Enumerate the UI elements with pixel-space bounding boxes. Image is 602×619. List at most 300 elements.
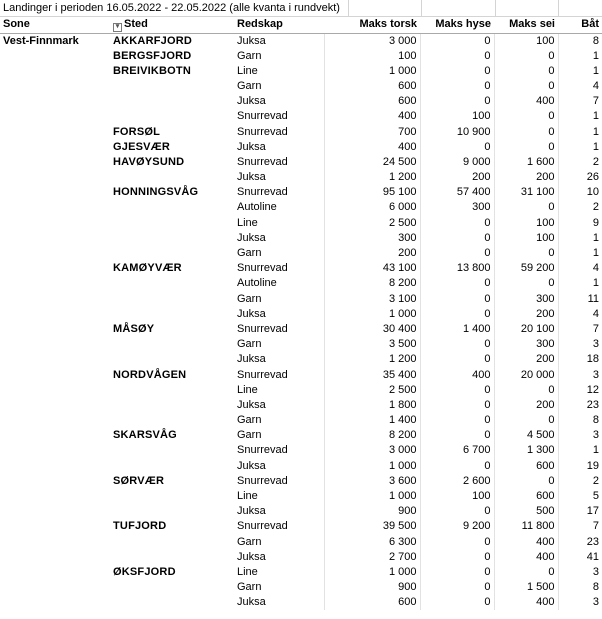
cell-maks-hyse[interactable]: 0 xyxy=(420,49,494,64)
cell-bat[interactable]: 2 xyxy=(592,474,599,487)
cell-redskap[interactable]: Juksa xyxy=(234,170,324,185)
table-row xyxy=(0,49,602,64)
cell-redskap[interactable]: Garn xyxy=(234,428,324,443)
table-row xyxy=(0,489,602,504)
cell-maks-torsk[interactable]: 900 xyxy=(324,580,420,595)
cell-maks-hyse[interactable]: 100 xyxy=(420,109,494,124)
cell-maks-torsk[interactable]: 2 500 xyxy=(324,216,420,231)
cell-maks-torsk[interactable]: 700 xyxy=(324,124,420,139)
cell-maks-torsk[interactable]: 1 000 xyxy=(324,307,420,322)
cell-sone[interactable] xyxy=(0,367,110,382)
cell-bat[interactable]: 8 xyxy=(592,414,599,427)
cell-maks-sei[interactable]: 0 xyxy=(494,109,558,124)
cell-maks-sei[interactable]: 0 xyxy=(494,64,558,79)
cell-maks-torsk[interactable]: 3 600 xyxy=(324,474,420,489)
cell-bat[interactable]: 1 xyxy=(592,277,599,290)
cell-sone[interactable] xyxy=(0,307,110,322)
cell-sted[interactable]: ØKSFJORD xyxy=(113,565,176,578)
cell-sted[interactable] xyxy=(110,398,234,413)
cell-sted[interactable] xyxy=(110,246,234,261)
cell-maks-hyse[interactable]: 0 xyxy=(420,276,494,291)
cell-maks-sei[interactable]: 0 xyxy=(494,276,558,291)
cell-redskap[interactable]: Snurrevad xyxy=(234,367,324,382)
cell-bat[interactable]: 12 xyxy=(586,383,599,396)
cell-maks-hyse[interactable]: 0 xyxy=(420,33,494,49)
cell-sted[interactable] xyxy=(110,595,234,610)
cell-sted[interactable] xyxy=(110,94,234,109)
cell-bat[interactable]: 9 xyxy=(592,216,599,229)
cell-maks-hyse[interactable]: 0 xyxy=(420,79,494,94)
cell-maks-hyse[interactable]: 0 xyxy=(420,398,494,413)
cell-bat[interactable]: 8 xyxy=(592,581,599,594)
cell-maks-sei[interactable]: 600 xyxy=(494,459,558,474)
cell-sone[interactable] xyxy=(0,535,110,550)
col-header-bat[interactable]: Båt xyxy=(558,17,602,33)
cell-redskap[interactable]: Line xyxy=(234,489,324,504)
cell-maks-sei[interactable]: 1 500 xyxy=(494,580,558,595)
cell-redskap[interactable]: Juksa xyxy=(234,595,324,610)
cell-maks-sei[interactable]: 20 000 xyxy=(494,367,558,382)
cell-redskap[interactable]: Snurrevad xyxy=(234,185,324,200)
cell-maks-torsk[interactable]: 2 500 xyxy=(324,383,420,398)
cell-maks-torsk[interactable]: 1 200 xyxy=(324,170,420,185)
cell-bat[interactable]: 11 xyxy=(587,292,599,305)
cell-redskap[interactable]: Juksa xyxy=(234,140,324,155)
cell-sted[interactable] xyxy=(110,216,234,231)
cell-sted[interactable] xyxy=(110,504,234,519)
cell-sted[interactable] xyxy=(110,489,234,504)
cell-redskap[interactable]: Juksa xyxy=(234,94,324,109)
cell-maks-sei[interactable]: 0 xyxy=(494,49,558,64)
cell-maks-sei[interactable]: 100 xyxy=(494,231,558,246)
cell-sone[interactable]: Vest-Finnmark xyxy=(3,34,79,47)
filter-icon[interactable]: ▾ xyxy=(113,23,122,32)
cell-sone[interactable] xyxy=(0,383,110,398)
cell-maks-sei[interactable]: 100 xyxy=(494,216,558,231)
cell-maks-hyse[interactable]: 9 000 xyxy=(420,155,494,170)
cell-maks-hyse[interactable]: 0 xyxy=(420,246,494,261)
cell-redskap[interactable]: Garn xyxy=(234,535,324,550)
cell-maks-torsk[interactable]: 43 100 xyxy=(324,261,420,276)
cell-sone[interactable] xyxy=(0,352,110,367)
cell-sone[interactable] xyxy=(0,413,110,428)
cell-maks-sei[interactable]: 200 xyxy=(494,307,558,322)
table-row xyxy=(0,595,602,610)
divider xyxy=(348,0,349,17)
cell-sone[interactable] xyxy=(0,124,110,139)
cell-redskap[interactable]: Autoline xyxy=(234,276,324,291)
cell-sted[interactable]: HAVØYSUND xyxy=(113,155,185,168)
cell-sted[interactable] xyxy=(110,550,234,565)
cell-redskap[interactable]: Snurrevad xyxy=(234,124,324,139)
cell-redskap[interactable]: Garn xyxy=(234,49,324,64)
cell-maks-torsk[interactable]: 1 000 xyxy=(324,64,420,79)
cell-sted[interactable] xyxy=(110,383,234,398)
cell-redskap[interactable]: Line xyxy=(234,565,324,580)
cell-bat[interactable]: 3 xyxy=(592,565,599,578)
cell-sted[interactable]: NORDVÅGEN xyxy=(113,368,187,381)
cell-bat[interactable]: 7 xyxy=(592,520,599,533)
cell-maks-hyse[interactable]: 300 xyxy=(420,200,494,215)
cell-maks-sei[interactable]: 300 xyxy=(494,337,558,352)
table-row xyxy=(0,109,602,124)
table-row xyxy=(0,200,602,215)
cell-sted[interactable]: BREIVIKBOTN xyxy=(113,64,191,77)
table-row xyxy=(0,170,602,185)
cell-sted[interactable]: FORSØL xyxy=(113,125,161,138)
cell-sone[interactable] xyxy=(0,504,110,519)
cell-maks-sei[interactable]: 200 xyxy=(494,170,558,185)
cell-bat[interactable]: 17 xyxy=(586,505,599,518)
cell-sted[interactable] xyxy=(110,292,234,307)
cell-bat[interactable]: 18 xyxy=(586,353,599,366)
cell-bat[interactable]: 23 xyxy=(586,535,599,548)
cell-sted[interactable]: KAMØYVÆR xyxy=(113,262,182,275)
cell-maks-hyse[interactable]: 400 xyxy=(420,367,494,382)
col-header-redskap[interactable]: Redskap xyxy=(234,17,324,33)
cell-bat[interactable]: 1 xyxy=(592,49,599,62)
cell-sone[interactable] xyxy=(0,140,110,155)
cell-bat[interactable]: 1 xyxy=(592,110,599,123)
cell-redskap[interactable]: Snurrevad xyxy=(234,519,324,534)
cell-sted[interactable]: SØRVÆR xyxy=(113,474,165,487)
table-row xyxy=(0,580,602,595)
cell-maks-sei[interactable]: 0 xyxy=(494,124,558,139)
cell-maks-torsk[interactable]: 100 xyxy=(324,49,420,64)
cell-maks-torsk[interactable]: 600 xyxy=(324,79,420,94)
cell-sone[interactable] xyxy=(0,79,110,94)
cell-maks-sei[interactable]: 0 xyxy=(494,413,558,428)
cell-redskap[interactable]: Garn xyxy=(234,337,324,352)
cell-maks-torsk[interactable]: 900 xyxy=(324,504,420,519)
cell-maks-torsk[interactable]: 600 xyxy=(324,595,420,610)
cell-maks-torsk[interactable]: 1 000 xyxy=(324,459,420,474)
cell-sone[interactable] xyxy=(0,155,110,170)
cell-maks-torsk[interactable]: 24 500 xyxy=(324,155,420,170)
cell-maks-hyse[interactable]: 0 xyxy=(420,307,494,322)
cell-maks-hyse[interactable]: 0 xyxy=(420,140,494,155)
cell-maks-hyse[interactable]: 0 xyxy=(420,292,494,307)
cell-sted[interactable] xyxy=(110,276,234,291)
cell-bat[interactable]: 2 xyxy=(592,155,599,168)
cell-maks-hyse[interactable]: 0 xyxy=(420,580,494,595)
col-header-maks-torsk[interactable]: Maks torsk xyxy=(324,17,420,33)
cell-redskap[interactable]: Snurrevad xyxy=(234,261,324,276)
col-header-sted-label: Sted xyxy=(124,18,148,31)
cell-redskap[interactable]: Line xyxy=(234,383,324,398)
cell-redskap[interactable]: Line xyxy=(234,216,324,231)
cell-redskap[interactable]: Juksa xyxy=(234,504,324,519)
cell-redskap[interactable]: Juksa xyxy=(234,231,324,246)
col-header-sted[interactable] xyxy=(110,17,234,33)
cell-maks-hyse[interactable]: 0 xyxy=(420,428,494,443)
cell-sone[interactable] xyxy=(0,231,110,246)
cell-sted[interactable]: TUFJORD xyxy=(113,520,167,533)
cell-redskap[interactable]: Garn xyxy=(234,79,324,94)
cell-maks-sei[interactable]: 59 200 xyxy=(494,261,558,276)
col-header-maks-sei[interactable]: Maks sei xyxy=(494,17,558,33)
cell-sone[interactable] xyxy=(0,565,110,580)
cell-sone[interactable] xyxy=(0,109,110,124)
cell-maks-hyse[interactable]: 57 400 xyxy=(420,185,494,200)
cell-maks-hyse[interactable]: 13 800 xyxy=(420,261,494,276)
cell-sone[interactable] xyxy=(0,170,110,185)
cell-sone[interactable] xyxy=(0,292,110,307)
cell-maks-torsk[interactable]: 1 000 xyxy=(324,489,420,504)
cell-sone[interactable] xyxy=(0,200,110,215)
cell-maks-hyse[interactable]: 0 xyxy=(420,459,494,474)
table-row xyxy=(0,550,602,565)
cell-maks-sei[interactable]: 0 xyxy=(494,474,558,489)
cell-maks-sei[interactable]: 1 600 xyxy=(494,155,558,170)
cell-maks-hyse[interactable]: 200 xyxy=(420,170,494,185)
cell-sted[interactable] xyxy=(110,352,234,367)
cell-sted[interactable]: SKARSVÅG xyxy=(113,429,177,442)
cell-bat[interactable]: 1 xyxy=(592,247,599,260)
cell-sone[interactable] xyxy=(0,398,110,413)
cell-sone[interactable] xyxy=(0,459,110,474)
cell-bat[interactable]: 1 xyxy=(592,64,599,77)
cell-maks-torsk[interactable]: 95 100 xyxy=(324,185,420,200)
cell-maks-hyse[interactable]: 0 xyxy=(420,64,494,79)
table-row xyxy=(0,292,602,307)
cell-sone[interactable] xyxy=(0,64,110,79)
cell-sted[interactable] xyxy=(110,109,234,124)
cell-redskap[interactable]: Snurrevad xyxy=(234,109,324,124)
cell-sted[interactable]: HONNINGSVÅG xyxy=(113,186,199,199)
cell-redskap[interactable]: Juksa xyxy=(234,33,324,49)
cell-maks-torsk[interactable]: 400 xyxy=(324,140,420,155)
cell-redskap[interactable]: Garn xyxy=(234,413,324,428)
cell-redskap[interactable]: Garn xyxy=(234,580,324,595)
cell-maks-torsk[interactable]: 8 200 xyxy=(324,276,420,291)
col-header-maks-hyse[interactable]: Maks hyse xyxy=(420,17,494,33)
col-header-sone[interactable]: Sone xyxy=(0,17,110,33)
cell-bat[interactable]: 5 xyxy=(592,490,599,503)
table-row xyxy=(0,337,602,352)
cell-sone[interactable] xyxy=(0,216,110,231)
cell-bat[interactable]: 3 xyxy=(592,368,599,381)
cell-maks-sei[interactable]: 200 xyxy=(494,352,558,367)
cell-maks-hyse[interactable]: 2 600 xyxy=(420,474,494,489)
cell-sone[interactable] xyxy=(0,276,110,291)
cell-maks-sei[interactable]: 0 xyxy=(494,565,558,580)
table-row xyxy=(0,565,602,580)
cell-maks-sei[interactable]: 31 100 xyxy=(494,185,558,200)
cell-bat[interactable]: 10 xyxy=(586,186,599,199)
landings-table xyxy=(0,17,602,610)
cell-sone[interactable] xyxy=(0,337,110,352)
cell-sted[interactable] xyxy=(110,535,234,550)
cell-sone[interactable] xyxy=(0,322,110,337)
cell-maks-sei[interactable]: 400 xyxy=(494,535,558,550)
cell-bat[interactable]: 1 xyxy=(592,140,599,153)
cell-sone[interactable] xyxy=(0,443,110,458)
cell-redskap[interactable]: Juksa xyxy=(234,307,324,322)
cell-sted[interactable] xyxy=(110,231,234,246)
cell-maks-torsk[interactable]: 1 800 xyxy=(324,398,420,413)
cell-sted[interactable] xyxy=(110,200,234,215)
cell-maks-torsk[interactable]: 39 500 xyxy=(324,519,420,534)
cell-bat[interactable]: 2 xyxy=(592,201,599,214)
cell-maks-torsk[interactable]: 6 300 xyxy=(324,535,420,550)
cell-sone[interactable] xyxy=(0,428,110,443)
cell-bat[interactable]: 3 xyxy=(592,596,599,609)
cell-maks-torsk[interactable]: 8 200 xyxy=(324,428,420,443)
cell-maks-sei[interactable]: 0 xyxy=(494,79,558,94)
cell-sone[interactable] xyxy=(0,474,110,489)
cell-maks-torsk[interactable]: 1 200 xyxy=(324,352,420,367)
cell-maks-hyse[interactable]: 1 400 xyxy=(420,322,494,337)
table-row xyxy=(0,367,602,382)
cell-maks-torsk[interactable]: 200 xyxy=(324,246,420,261)
cell-bat[interactable]: 7 xyxy=(592,322,599,335)
table-row xyxy=(0,276,602,291)
cell-maks-sei[interactable]: 400 xyxy=(494,550,558,565)
cell-maks-sei[interactable]: 400 xyxy=(494,595,558,610)
cell-maks-sei[interactable]: 600 xyxy=(494,489,558,504)
cell-redskap[interactable]: Garn xyxy=(234,246,324,261)
cell-sone[interactable] xyxy=(0,489,110,504)
cell-maks-torsk[interactable]: 600 xyxy=(324,94,420,109)
cell-redskap[interactable]: Snurrevad xyxy=(234,322,324,337)
cell-maks-torsk[interactable]: 1 400 xyxy=(324,413,420,428)
cell-sone[interactable] xyxy=(0,246,110,261)
cell-bat[interactable]: 1 xyxy=(592,231,599,244)
cell-maks-sei[interactable]: 11 800 xyxy=(494,519,558,534)
cell-maks-sei[interactable]: 0 xyxy=(494,200,558,215)
cell-maks-hyse[interactable]: 100 xyxy=(420,489,494,504)
cell-sted[interactable] xyxy=(110,307,234,322)
cell-maks-torsk[interactable]: 1 000 xyxy=(324,565,420,580)
cell-sted[interactable]: BERGSFJORD xyxy=(113,49,192,62)
cell-maks-hyse[interactable]: 9 200 xyxy=(420,519,494,534)
cell-sted[interactable]: AKKARFJORD xyxy=(113,34,192,47)
table-row xyxy=(0,383,602,398)
cell-sone[interactable] xyxy=(0,49,110,64)
divider xyxy=(558,0,559,17)
cell-bat[interactable]: 7 xyxy=(592,95,599,108)
table-row xyxy=(0,459,602,474)
cell-sted[interactable] xyxy=(110,337,234,352)
table-row xyxy=(0,307,602,322)
cell-bat[interactable]: 4 xyxy=(592,79,599,92)
cell-bat[interactable]: 26 xyxy=(586,171,599,184)
cell-sone[interactable] xyxy=(0,580,110,595)
cell-sted[interactable] xyxy=(110,413,234,428)
table-row xyxy=(0,216,602,231)
cell-bat[interactable]: 41 xyxy=(586,550,599,563)
cell-maks-torsk[interactable]: 35 400 xyxy=(324,367,420,382)
cell-maks-sei[interactable]: 100 xyxy=(494,33,558,49)
table-row xyxy=(0,322,602,337)
table-row xyxy=(0,185,602,200)
cell-redskap[interactable]: Garn xyxy=(234,292,324,307)
cell-maks-torsk[interactable]: 6 000 xyxy=(324,200,420,215)
cell-sted[interactable]: MÅSØY xyxy=(113,322,155,335)
cell-maks-hyse[interactable]: 0 xyxy=(420,504,494,519)
cell-maks-torsk[interactable]: 2 700 xyxy=(324,550,420,565)
cell-maks-hyse[interactable]: 0 xyxy=(420,595,494,610)
cell-maks-sei[interactable]: 500 xyxy=(494,504,558,519)
cell-bat[interactable]: 4 xyxy=(592,307,599,320)
cell-bat[interactable]: 19 xyxy=(586,459,599,472)
cell-sone[interactable] xyxy=(0,94,110,109)
table-row xyxy=(0,246,602,261)
cell-sone[interactable] xyxy=(0,185,110,200)
cell-sone[interactable] xyxy=(0,261,110,276)
cell-bat[interactable]: 3 xyxy=(592,429,599,442)
cell-maks-torsk[interactable]: 3 000 xyxy=(324,33,420,49)
cell-maks-sei[interactable]: 0 xyxy=(494,140,558,155)
cell-maks-hyse[interactable]: 0 xyxy=(420,383,494,398)
cell-maks-torsk[interactable]: 300 xyxy=(324,231,420,246)
cell-maks-torsk[interactable]: 400 xyxy=(324,109,420,124)
cell-maks-hyse[interactable]: 0 xyxy=(420,216,494,231)
cell-maks-sei[interactable]: 0 xyxy=(494,383,558,398)
cell-bat[interactable]: 23 xyxy=(586,398,599,411)
cell-redskap[interactable]: Juksa xyxy=(234,550,324,565)
cell-maks-torsk[interactable]: 3 500 xyxy=(324,337,420,352)
cell-maks-sei[interactable]: 20 100 xyxy=(494,322,558,337)
cell-maks-hyse[interactable]: 0 xyxy=(420,352,494,367)
cell-maks-torsk[interactable]: 30 400 xyxy=(324,322,420,337)
cell-redskap[interactable]: Juksa xyxy=(234,459,324,474)
cell-maks-sei[interactable]: 0 xyxy=(494,246,558,261)
cell-maks-hyse[interactable]: 10 900 xyxy=(420,124,494,139)
cell-sone[interactable] xyxy=(0,519,110,534)
cell-redskap[interactable]: Snurrevad xyxy=(234,443,324,458)
cell-maks-sei[interactable]: 400 xyxy=(494,94,558,109)
cell-maks-sei[interactable]: 300 xyxy=(494,292,558,307)
cell-bat[interactable]: 1 xyxy=(592,444,599,457)
cell-sted[interactable] xyxy=(110,580,234,595)
cell-redskap[interactable]: Juksa xyxy=(234,398,324,413)
cell-maks-torsk[interactable]: 3 000 xyxy=(324,443,420,458)
cell-maks-hyse[interactable]: 6 700 xyxy=(420,443,494,458)
cell-maks-hyse[interactable]: 0 xyxy=(420,550,494,565)
cell-maks-hyse[interactable]: 0 xyxy=(420,535,494,550)
cell-redskap[interactable]: Autoline xyxy=(234,200,324,215)
cell-maks-hyse[interactable]: 0 xyxy=(420,231,494,246)
cell-redskap[interactable]: Snurrevad xyxy=(234,155,324,170)
cell-redskap[interactable]: Snurrevad xyxy=(234,474,324,489)
cell-sted[interactable] xyxy=(110,170,234,185)
cell-bat[interactable]: 4 xyxy=(592,262,599,275)
cell-maks-hyse[interactable]: 0 xyxy=(420,565,494,580)
cell-maks-sei[interactable]: 4 500 xyxy=(494,428,558,443)
cell-maks-sei[interactable]: 200 xyxy=(494,398,558,413)
title-row xyxy=(0,0,602,17)
cell-maks-torsk[interactable]: 3 100 xyxy=(324,292,420,307)
cell-sted[interactable] xyxy=(110,79,234,94)
cell-bat[interactable]: 3 xyxy=(592,338,599,351)
cell-redskap[interactable]: Line xyxy=(234,64,324,79)
cell-sted[interactable] xyxy=(110,459,234,474)
cell-maks-hyse[interactable]: 0 xyxy=(420,413,494,428)
cell-sone[interactable] xyxy=(0,595,110,610)
cell-sone[interactable] xyxy=(0,550,110,565)
cell-sted[interactable] xyxy=(110,443,234,458)
cell-redskap[interactable]: Juksa xyxy=(234,352,324,367)
table-row xyxy=(0,519,602,534)
cell-bat[interactable]: 1 xyxy=(592,125,599,138)
cell-maks-hyse[interactable]: 0 xyxy=(420,337,494,352)
cell-bat[interactable]: 8 xyxy=(592,34,599,47)
cell-sted[interactable]: GJESVÆR xyxy=(113,140,171,153)
cell-maks-hyse[interactable]: 0 xyxy=(420,94,494,109)
cell-maks-sei[interactable]: 1 300 xyxy=(494,443,558,458)
